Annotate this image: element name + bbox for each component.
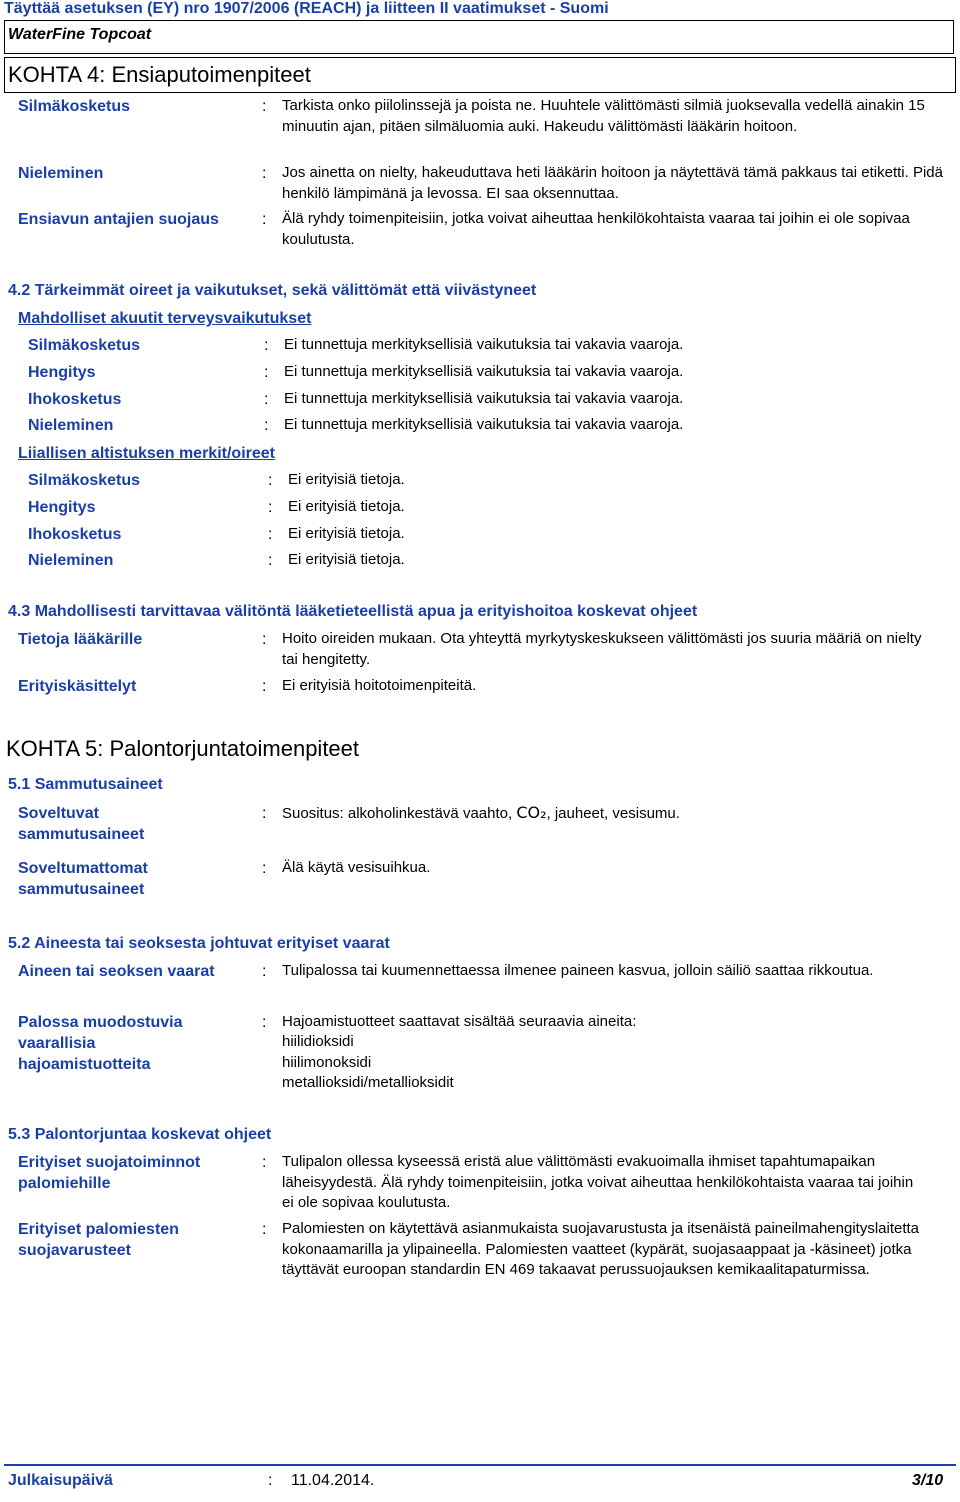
overexposure-value-eye: Ei erityisiä tietoja. xyxy=(288,471,405,488)
unsuitable-media-value: Älä käytä vesisuihkua. xyxy=(282,859,431,876)
colon: : xyxy=(268,526,273,543)
decomposition-value: Hajoamistuotteet saattavat sisältää seuraavia aineita: xyxy=(282,1013,637,1030)
footer-date-value: 11.04.2014. xyxy=(291,1472,375,1489)
suitable-media-label: Soveltuvat sammutusaineet xyxy=(18,805,145,843)
colon: : xyxy=(262,165,267,182)
first-aid-value-eye: Tarkista onko piilolinssejä ja poista ne. Huuhtele välittömästi silmiä juoksevalla vedellä ainakin 15 minuutin ajan, pitäen silmäluomia auki. Hakeudu välittömästi lääkärin hoitoon. xyxy=(282,97,925,135)
colon: : xyxy=(264,364,269,381)
suitable-media-value xyxy=(282,803,680,825)
colon: : xyxy=(268,472,273,489)
firefighter-actions-label: Erityiset suojatoiminnot palomiehille xyxy=(18,1154,201,1192)
firefighter-equipment-label: Erityiset palomiesten suojavarusteet xyxy=(18,1221,179,1259)
hazards-label: Aineen tai seoksen vaarat xyxy=(18,963,215,980)
subsection-4-3-title: 4.3 Mahdollisesti tarvittavaa välitöntä lääketieteellistä apua ja erityishoitoa koskevat ohjeet xyxy=(8,603,698,620)
first-aid-value-ingestion: Jos ainetta on nielty, hakeuduttava heti lääkärin hoitoon ja näytettävä tämä pakkaus tai etiketti. Pidä henkilö lämpimänä ja levossa. EI saa oksennuttaa. xyxy=(282,164,943,202)
co2-formula: CO₂ xyxy=(516,803,547,822)
colon: : xyxy=(262,860,267,877)
acute-label-inhalation: Hengitys xyxy=(28,364,96,381)
regulation-title: Täyttää asetuksen (EY) nro 1907/2006 (REACH) ja liitteen II vaatimukset - Suomi xyxy=(4,0,609,17)
colon: : xyxy=(268,499,273,516)
section4-title: KOHTA 4: Ensiaputoimenpiteet xyxy=(8,62,311,87)
overexposure-value-ingestion: Ei erityisiä tietoja. xyxy=(288,551,405,568)
medical-value-treatment: Ei erityisiä hoitotoimenpiteitä. xyxy=(282,677,477,694)
overexposure-label-eye: Silmäkosketus xyxy=(28,472,141,489)
footer-page-number: 3/10 xyxy=(912,1472,944,1489)
colon: : xyxy=(262,1154,267,1171)
firefighter-equipment-value: Palomiesten on käytettävä asianmukaista suojavarustusta ja itsenäistä paineilmahengityslaitetta kokonaamarilla ja ylipaineella. Palomiesten vaatteet (kypärät, suojasaappaat ja -käsineet) jotka täyttävät euroopan standardin EN 469 takaavat perussuojauksen kemikaalitapaturmissa. xyxy=(282,1220,920,1278)
footer-divider xyxy=(4,1464,956,1466)
colon: : xyxy=(262,631,267,648)
footer-colon: : xyxy=(268,1472,273,1489)
acute-effects-title: Mahdolliset akuutit terveysvaikutukset xyxy=(18,310,312,327)
product-name: WaterFine Topcoat xyxy=(8,26,152,43)
colon: : xyxy=(262,1221,267,1238)
overexposure-value-skin: Ei erityisiä tietoja. xyxy=(288,525,405,542)
acute-value-skin: Ei tunnettuja merkityksellisiä vaikutuksia tai vakavia vaaroja. xyxy=(284,390,684,407)
unsuitable-media-label: Soveltumattomat sammutusaineet xyxy=(18,860,148,898)
footer-date-label: Julkaisupäivä xyxy=(8,1472,113,1489)
subsection-4-2-title: 4.2 Tärkeimmät oireet ja vaikutukset, sekä välittömät että viivästyneet xyxy=(8,282,537,299)
overexposure-label-skin: Ihokosketus xyxy=(28,526,122,543)
colon: : xyxy=(262,678,267,695)
suitable-media-text: Suositus: alkoholinkestävä vaahto, xyxy=(282,805,513,822)
colon: : xyxy=(262,805,267,822)
overexposure-value-inhalation: Ei erityisiä tietoja. xyxy=(288,498,405,515)
overexposure-label-ingestion: Nieleminen xyxy=(28,552,114,569)
acute-value-eye: Ei tunnettuja merkityksellisiä vaikutuksia tai vakavia vaaroja. xyxy=(284,336,684,353)
firefighter-actions-value: Tulipalon ollessa kyseessä eristä alue välittömästi evakuoimalla ihmiset tapahtumapaikan läheisyydestä. Älä ryhdy toimenpiteisiin, jotka voivat aiheuttaa henkilökohtaista vaaraa tai joihin ei ole sopivaa koulutusta. xyxy=(282,1153,914,1211)
decomposition-label: Palossa muodostuvia vaarallisia hajoamistuotteita xyxy=(18,1014,183,1073)
decomposition-item: hiilidioksidi xyxy=(282,1033,354,1050)
subsection-5-3-title: 5.3 Palontorjuntaa koskevat ohjeet xyxy=(8,1126,272,1143)
first-aid-label-ingestion: Nieleminen xyxy=(18,165,104,182)
first-aid-label-eye: Silmäkosketus xyxy=(18,98,131,115)
first-aid-value-rescuer: Älä ryhdy toimenpiteisiin, jotka voivat aiheuttaa henkilökohtaista vaaraa tai joihin ei ole sopivaa koulutusta. xyxy=(282,210,910,248)
medical-value-physician: Hoito oireiden mukaan. Ota yhteyttä myrkytyskeskukseen välittömästi jos suuria määriä on nielty tai hengitetty. xyxy=(282,630,922,668)
suitable-media-text-end: , jauheet, vesisumu. xyxy=(546,805,680,822)
subsection-5-1-title: 5.1 Sammutusaineet xyxy=(8,776,163,793)
colon: : xyxy=(262,1014,267,1031)
colon: : xyxy=(262,211,267,228)
colon: : xyxy=(264,337,269,354)
overexposure-label-inhalation: Hengitys xyxy=(28,499,96,516)
decomposition-item: metallioksidi/metallioksidit xyxy=(282,1074,454,1091)
medical-label-physician: Tietoja lääkärille xyxy=(18,631,143,648)
acute-label-skin: Ihokosketus xyxy=(28,391,122,408)
colon: : xyxy=(262,963,267,980)
colon: : xyxy=(264,417,269,434)
decomposition-item: hiilimonoksidi xyxy=(282,1054,372,1071)
acute-label-ingestion: Nieleminen xyxy=(28,417,114,434)
hazards-value-text: Tulipalossa tai kuumennettaessa ilmenee paineen kasvua, jolloin säiliö saattaa rikkoutua. xyxy=(282,962,874,979)
overexposure-title: Liiallisen altistuksen merkit/oireet xyxy=(18,445,275,462)
first-aid-label-rescuer: Ensiavun antajien suojaus xyxy=(18,211,219,228)
colon: : xyxy=(264,391,269,408)
colon: : xyxy=(268,552,273,569)
acute-label-eye: Silmäkosketus xyxy=(28,337,141,354)
subsection-5-2-title: 5.2 Aineesta tai seoksesta johtuvat erityiset vaarat xyxy=(8,935,390,952)
acute-value-ingestion: Ei tunnettuja merkityksellisiä vaikutuksia tai vakavia vaaroja. xyxy=(284,416,684,433)
acute-value-inhalation: Ei tunnettuja merkityksellisiä vaikutuksia tai vakavia vaaroja. xyxy=(284,363,684,380)
medical-label-treatment: Erityiskäsittelyt xyxy=(18,678,137,695)
section5-title: KOHTA 5: Palontorjuntatoimenpiteet xyxy=(6,736,360,761)
colon: : xyxy=(262,98,267,115)
